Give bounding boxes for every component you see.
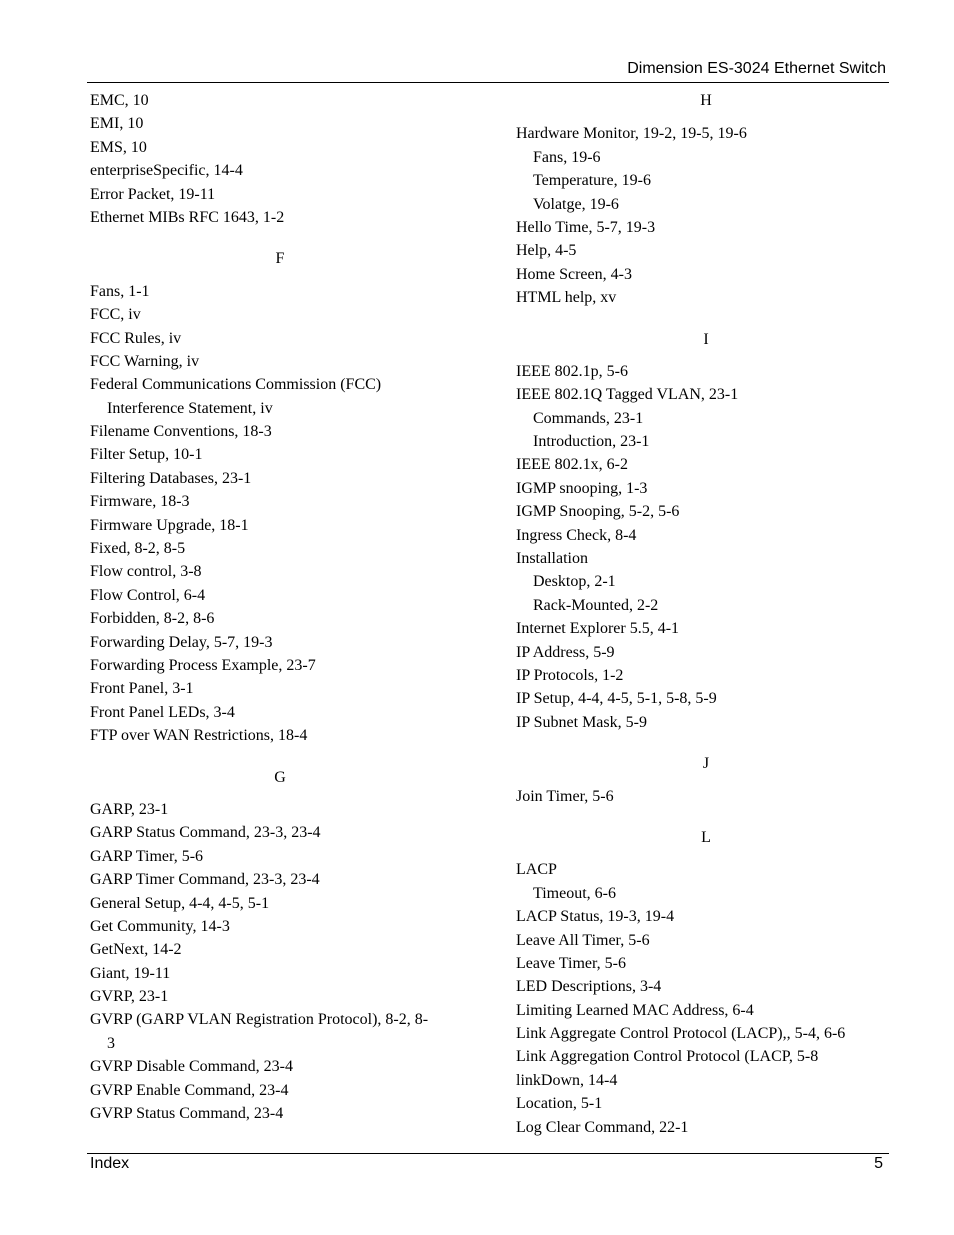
index-entry: Link Aggregation Control Protocol (LACP, 5-8 (516, 1048, 819, 1066)
index-column-left (90, 89, 470, 1125)
header-rule (87, 82, 889, 83)
index-entry: GVRP Disable Command, 23-4 (90, 1058, 293, 1076)
index-subentry: Rack-Mounted, 2-2 (533, 596, 659, 614)
index-entry: GARP Status Command, 23-3, 23-4 (90, 824, 321, 842)
index-entry: GARP Timer Command, 23-3, 23-4 (90, 871, 320, 889)
index-letter-heading: H (700, 92, 712, 109)
index-letter-heading: G (274, 768, 286, 786)
index-entry: Filter Setup, 10-1 (90, 446, 203, 464)
index-entry: IP Address, 5-9 (516, 643, 615, 661)
index-letter-heading: I (703, 330, 709, 348)
page-number: 5 (874, 1155, 883, 1172)
index-entry: Hardware Monitor, 19-2, 19-5, 19-6 (516, 125, 747, 143)
index-entry: Internet Explorer 5.5, 4-1 (516, 620, 680, 638)
index-subentry: Desktop, 2-1 (533, 573, 616, 591)
index-entry: Forwarding Process Example, 23-7 (90, 656, 316, 674)
index-entry: Help, 4-5 (516, 242, 577, 260)
index-entry-line: GVRP (GARP VLAN Registration Protocol), 8-2, 8- (90, 1011, 429, 1029)
index-entry-wrapped (90, 1008, 470, 1055)
index-subentry: Volatge, 19-6 (533, 195, 619, 213)
index-subentry: Introduction, 23-1 (533, 433, 650, 451)
index-entry: IP Subnet Mask, 5-9 (516, 713, 647, 731)
index-entry: linkDown, 14-4 (516, 1071, 618, 1089)
index-entry: Ethernet MIBs RFC 1643, 1-2 (90, 208, 285, 226)
index-entry: Federal Communications Commission (FCC) (90, 376, 382, 394)
index-entry: EMI, 10 (90, 115, 144, 133)
index-entry: LACP (516, 861, 557, 879)
index-entry: Get Community, 14-3 (90, 917, 230, 935)
index-entry: Firmware, 18-3 (90, 493, 190, 511)
index-column-right (516, 89, 896, 1139)
index-entry: Forbidden, 8-2, 8-6 (90, 610, 215, 628)
index-entry: Leave Timer, 5-6 (516, 954, 627, 972)
index-entry: enterpriseSpecific, 14-4 (90, 162, 243, 180)
index-entry: FCC Rules, iv (90, 329, 182, 347)
index-entry: IEEE 802.1x, 6-2 (516, 456, 628, 474)
index-entry: IP Setup, 4-4, 4-5, 5-1, 5-8, 5-9 (516, 690, 717, 708)
index-subentry: Temperature, 19-6 (533, 172, 651, 190)
index-letter-heading: L (701, 828, 711, 846)
index-subentry: Fans, 19-6 (533, 148, 601, 166)
index-entry: GARP Timer, 5-6 (90, 847, 204, 865)
index-entry: Filtering Databases, 23-1 (90, 469, 252, 487)
index-entry: GVRP, 23-1 (90, 988, 169, 1006)
index-entry: HTML help, xv (516, 289, 617, 307)
index-entry: LACP Status, 19-3, 19-4 (516, 908, 675, 926)
index-entry: Giant, 19-11 (90, 964, 171, 982)
index-entry: Join Timer, 5-6 (516, 787, 614, 805)
index-entry: Ingress Check, 8-4 (516, 526, 637, 544)
index-entry: Location, 5-1 (516, 1095, 603, 1113)
index-entry: GARP, 23-1 (90, 800, 169, 818)
index-entry: Fans, 1-1 (90, 282, 150, 300)
footer-section-label: Index (90, 1155, 130, 1172)
index-entry: IP Protocols, 1-2 (516, 666, 624, 684)
index-entry: GetNext, 14-2 (90, 941, 182, 959)
index-entry: IEEE 802.1Q Tagged VLAN, 23-1 (516, 386, 739, 404)
index-entry-continuation: 3 (107, 1034, 115, 1052)
index-entry: FCC, iv (90, 306, 141, 324)
running-header-title: Dimension ES-3024 Ethernet Switch (627, 60, 886, 77)
index-entry: Installation (516, 550, 588, 568)
index-entry: EMS, 10 (90, 138, 147, 156)
index-subentry: Interference Statement, iv (107, 399, 273, 417)
footer-rule (87, 1153, 889, 1154)
index-entry: General Setup, 4-4, 4-5, 5-1 (90, 894, 270, 912)
index-entry: GVRP Enable Command, 23-4 (90, 1081, 289, 1099)
index-letter-heading: J (702, 755, 710, 773)
index-entry: Link Aggregate Control Protocol (LACP),, 5-4, 6-6 (516, 1025, 846, 1043)
index-entry: Flow Control, 6-4 (90, 586, 206, 604)
index-entry: Forwarding Delay, 5-7, 19-3 (90, 633, 273, 651)
index-letter-heading: F (275, 250, 285, 268)
index-entry: Flow control, 3-8 (90, 563, 202, 581)
index-entry: Front Panel, 3-1 (90, 680, 194, 698)
index-entry: FCC Warning, iv (90, 352, 200, 370)
index-entry: Limiting Learned MAC Address, 6-4 (516, 1001, 754, 1019)
index-entry: Leave All Timer, 5-6 (516, 931, 650, 949)
index-entry: Error Packet, 19-11 (90, 185, 216, 203)
index-entry: IEEE 802.1p, 5-6 (516, 362, 628, 380)
index-entry: EMC, 10 (90, 92, 149, 109)
index-entry: Hello Time, 5-7, 19-3 (516, 218, 656, 236)
index-entry: Front Panel LEDs, 3-4 (90, 703, 235, 721)
index-entry: IGMP Snooping, 5-2, 5-6 (516, 503, 680, 521)
index-entry: IGMP snooping, 1-3 (516, 479, 648, 497)
index-subentry: Timeout, 6-6 (533, 884, 616, 902)
index-entry: Filename Conventions, 18-3 (90, 423, 272, 441)
index-entry: FTP over WAN Restrictions, 18-4 (90, 727, 308, 745)
index-entry: Firmware Upgrade, 18-1 (90, 516, 249, 534)
index-entry: GVRP Status Command, 23-4 (90, 1105, 284, 1123)
index-entry: Fixed, 8-2, 8-5 (90, 540, 186, 558)
index-entry: Home Screen, 4-3 (516, 265, 632, 283)
index-entry: LED Descriptions, 3-4 (516, 978, 662, 996)
index-entry: Log Clear Command, 22-1 (516, 1118, 689, 1136)
index-subentry: Commands, 23-1 (533, 409, 644, 427)
